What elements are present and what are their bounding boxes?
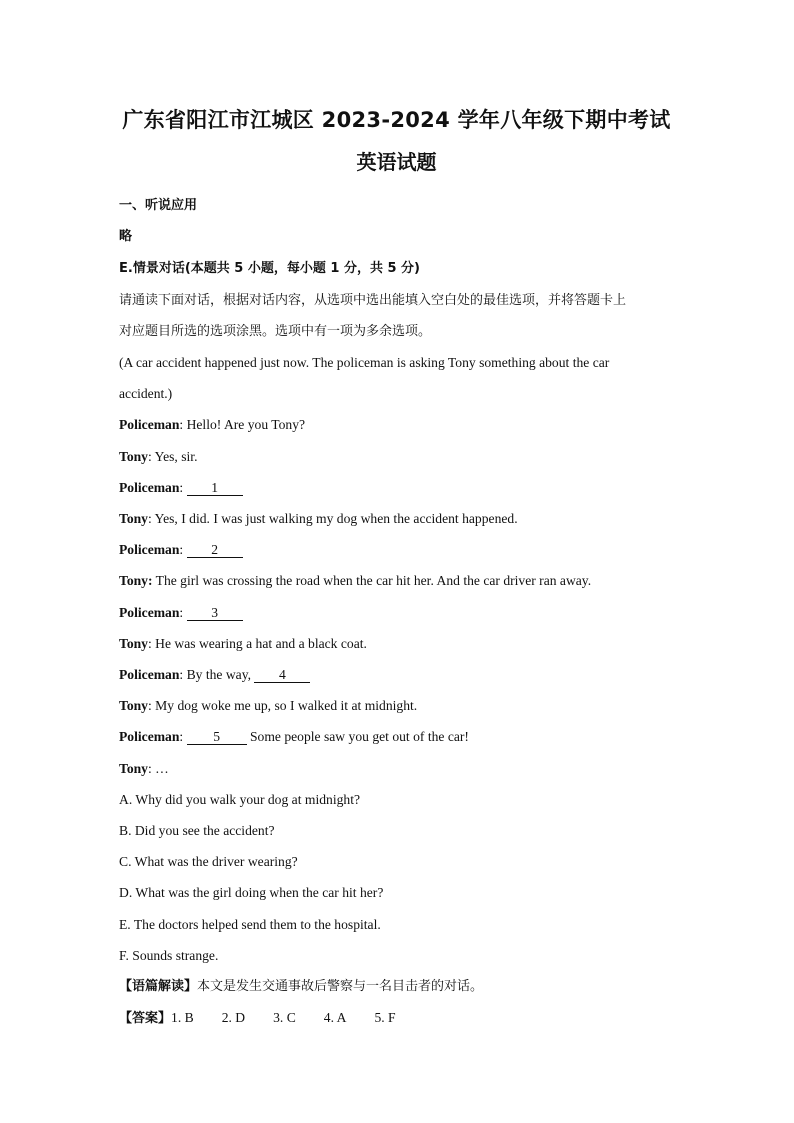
analysis-label: 【语篇解读】 <box>119 979 198 995</box>
part-e-heading <box>119 252 674 284</box>
analysis-text: 本文是发生交通事故后警察与一名目击者的对话。 <box>197 979 484 995</box>
utterance: : <box>179 729 187 745</box>
utterance: The girl was crossing the road when the car hit her. And the car driver ran away. <box>152 573 592 589</box>
option-e: E. The doctors helped send them to the hospital. <box>119 916 381 932</box>
page-subtitle: 英语试题 <box>356 150 437 174</box>
answer-item: 2. D <box>221 1010 246 1026</box>
speaker: Policeman <box>119 667 180 683</box>
answer-item: 3. C <box>273 1010 296 1026</box>
utterance: : Yes, I did. I was just walking my dog when the accident happened. <box>147 511 518 527</box>
context-line-1: (A car accident happened just now. The policeman is asking Tony something about the car <box>119 355 610 371</box>
omitted-note: 略 <box>119 229 133 245</box>
utterance: : My dog woke me up, so I walked it at midnight. <box>147 698 418 714</box>
answer-blank-1: 1 <box>187 480 243 496</box>
option-d: D. What was the girl doing when the car hit her? <box>119 885 384 901</box>
utterance: : Hello! Are you Tony? <box>179 417 306 433</box>
utterance: : <box>179 542 187 558</box>
option-a: A. Why did you walk your dog at midnight? <box>119 791 361 807</box>
option-c: C. What was the driver wearing? <box>119 854 298 870</box>
dialogue-line <box>119 753 674 784</box>
answer-blank-5: 5 <box>187 729 247 745</box>
dialogue-line <box>119 409 674 440</box>
dialogue-line <box>119 441 674 472</box>
options-list <box>119 784 674 971</box>
dialogue-line <box>119 503 674 534</box>
dialogue-line <box>119 659 674 690</box>
dialogue-line <box>119 534 674 565</box>
dialogue-line <box>119 597 674 628</box>
speaker: Policeman <box>119 479 180 495</box>
utterance: : <box>179 479 187 495</box>
speaker: Tony <box>119 760 148 776</box>
answer-key <box>119 1002 674 1034</box>
passage-analysis <box>119 971 674 1002</box>
answer-blank-3: 3 <box>187 605 243 621</box>
dialogue-line <box>119 690 674 721</box>
utterance: : <box>179 604 187 620</box>
utterance-tail: Some people saw you get out of the car! <box>246 729 469 745</box>
utterance: : By the way, <box>179 667 255 683</box>
answer-item: 5. F <box>374 1010 396 1026</box>
option-f: F. Sounds strange. <box>119 947 219 963</box>
answer-label: 【答案】 <box>119 1011 172 1027</box>
speaker: Policeman <box>119 542 180 558</box>
option-b: B. Did you see the accident? <box>119 823 275 839</box>
speaker: Tony <box>119 635 148 651</box>
dialogue <box>119 409 674 783</box>
answer-item: 4. A <box>323 1010 347 1026</box>
utterance: : … <box>147 760 169 776</box>
dialogue-line <box>119 628 674 659</box>
speaker: Tony: <box>119 573 153 589</box>
utterance: : Yes, sir. <box>147 448 198 464</box>
dialogue-line <box>119 721 674 752</box>
page-title: 广东省阳江市江城区 2023-2024 学年八年级下期中考试 <box>122 108 671 132</box>
speaker: Tony <box>119 511 148 527</box>
part-e-heading-text: E.情景对话(本题共 5 小题，每小题 1 分，共 5 分) <box>119 261 420 277</box>
dialogue-line <box>119 565 674 596</box>
utterance: : He was wearing a hat and a black coat. <box>147 635 367 651</box>
speaker: Tony <box>119 698 148 714</box>
dialogue-line <box>119 472 674 503</box>
answer-blank-4: 4 <box>254 667 310 683</box>
section-heading: 一、听说应用 <box>119 198 198 213</box>
answer-blank-2: 2 <box>187 542 243 558</box>
context-line-2: accident.) <box>119 386 173 402</box>
instruction-line-1: 请通读下面对话，根据对话内容，从选项中选出能填入空白处的最佳选项，并将答题卡上 <box>119 292 627 308</box>
instruction-line-2: 对应题目所选的选项涂黑。选项中有一项为多余选项。 <box>119 323 432 339</box>
speaker: Policeman <box>119 604 180 620</box>
speaker: Tony <box>119 448 148 464</box>
speaker: Policeman <box>119 729 180 745</box>
answer-item: 1. B <box>171 1010 194 1026</box>
speaker: Policeman <box>119 417 180 433</box>
